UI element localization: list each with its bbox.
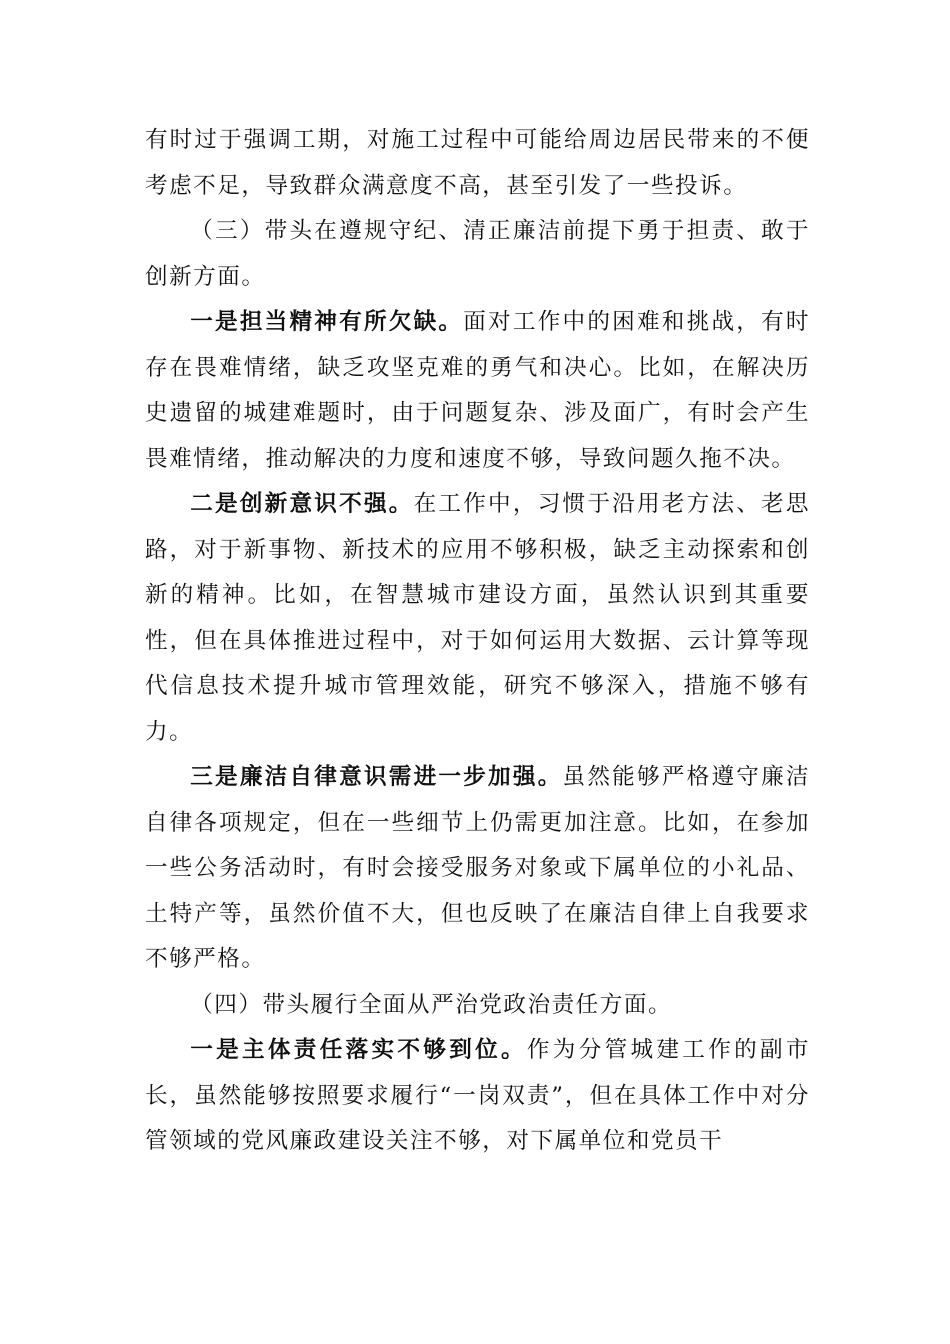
section-heading-text: （四）带头履行全面从严治党政治责任方面。 — [190, 991, 673, 1018]
section-heading-3 — [145, 209, 810, 300]
section-heading-4 — [145, 983, 810, 1029]
paragraph-text: 虽然能够严格遵守廉洁自律各项规定，但在一些细节上仍需更加注意。比如，在参加一些公务活动时，有时会接受服务对象或下属单位的小礼品、土特产等，虽然价值不大，但也反映了在廉洁自律上自我要求不够严格。 — [145, 764, 811, 972]
paragraph-text: 有时过于强调工期，对施工过程中可能给周边居民带来的不便考虑不足，导致群众满意度不高，甚至引发了一些投诉。 — [145, 127, 810, 199]
paragraph-lead: 一是担当精神有所欠缺。 — [190, 309, 464, 335]
paragraph-continued — [145, 118, 810, 209]
paragraph-text: 面对工作中的困难和挑战，有时存在畏难情绪，缺乏攻坚克难的勇气和决心。比如，在解决历史遗留的城建难题时，由于问题复杂、涉及面广，有时会产生畏难情绪，推动解决的力度和速度不够，导致问题久拖不决。 — [145, 309, 811, 472]
paragraph-item-1 — [145, 300, 810, 482]
document-page — [145, 118, 810, 1165]
paragraph-lead: 三是廉洁自律意识需进一步加强。 — [190, 764, 563, 790]
paragraph-text: 作为分管城建工作的副市长，虽然能够按照要求履行“一岗双责”，但在具体工作中对分管领域的党风廉政建设关注不够，对下属单位和党员干 — [145, 1037, 811, 1154]
paragraph-lead: 二是创新意识不强。 — [190, 491, 414, 517]
paragraph-text: 在工作中，习惯于沿用老方法、老思路，对于新事物、新技术的应用不够积极，缺乏主动探索和创新的精神。比如，在智慧城市建设方面，虽然认识到其重要性，但在具体推进过程中，对于如何运用大数据、云计算等现代信息技术提升城市管理效能，研究不够深入，措施不够有力。 — [145, 491, 811, 745]
paragraph-lead: 一是主体责任落实不够到位。 — [190, 1037, 527, 1063]
paragraph-item-4 — [145, 1028, 810, 1165]
section-heading-text: （三）带头在遵规守纪、清正廉洁前提下勇于担责、敢于创新方面。 — [145, 218, 810, 290]
paragraph-item-3 — [145, 755, 810, 983]
paragraph-item-2 — [145, 482, 810, 755]
